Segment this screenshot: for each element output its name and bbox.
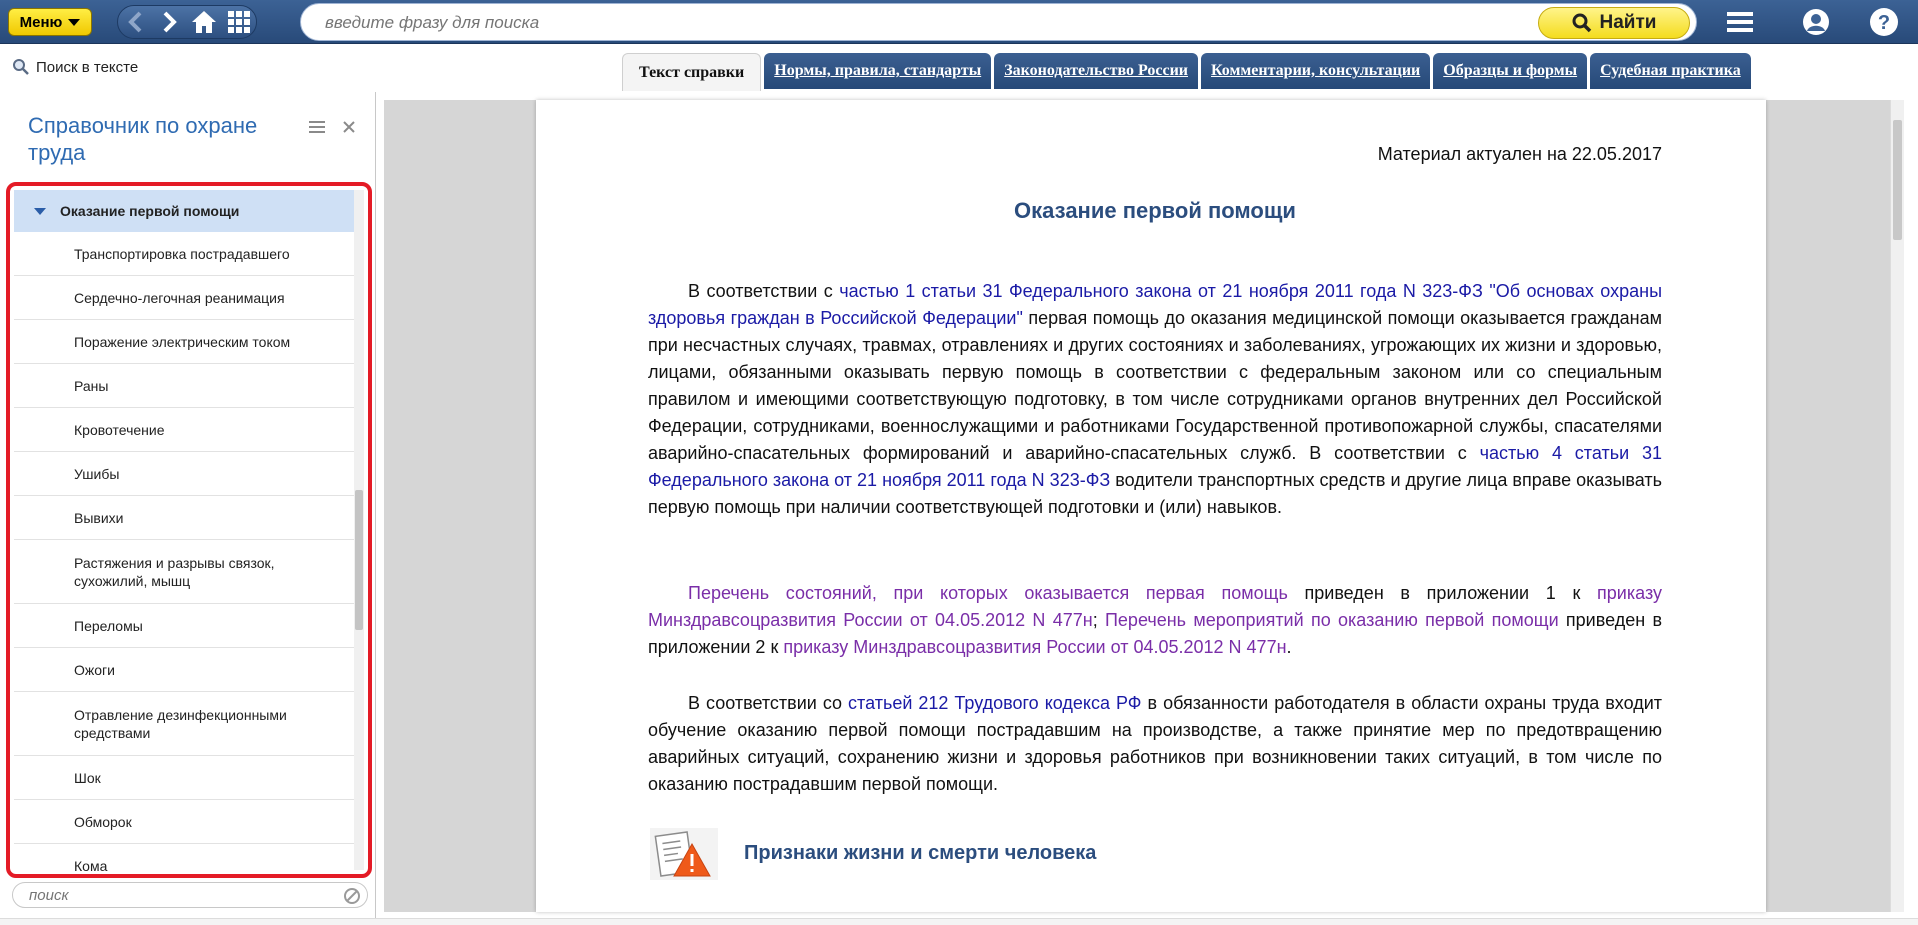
list-item-label: Отравление дезинфекционными средствами (74, 706, 287, 741)
list-item[interactable] (14, 190, 354, 232)
hamburger-icon[interactable] (1720, 4, 1760, 40)
chevron-down-icon (68, 19, 80, 26)
list-item[interactable] (14, 692, 354, 756)
list-item[interactable] (14, 320, 354, 364)
document-warning-icon (648, 828, 720, 880)
list-item-label: Переломы (74, 617, 143, 634)
text: в обязанности работодателя в области охраны труда входит обучение оказанию первой помощи пострадавшим на производстве, а также принятие мер по предотвращению аварийных ситуаций, сохранению жизни и здоровья работников при возникновении таких ситуаций, в том числе по оказанию пострадавшим первой помощи. (648, 693, 1662, 794)
list-item[interactable] (14, 452, 354, 496)
paragraph-2 (648, 580, 1662, 661)
tab-help-text[interactable]: Текст справки (622, 53, 761, 91)
section-entry[interactable] (648, 828, 1662, 882)
list-item-label: Вывихи (74, 509, 124, 526)
home-icon[interactable] (189, 7, 219, 37)
tab-norms[interactable]: Нормы, правила, стандарты (764, 53, 991, 89)
law-link[interactable]: частью 1 статьи 31 Федерального закона от 21 ноября 2011 года N 323-ФЗ "Об основах охраны здоровья граждан в Российской Федерации" (648, 281, 1663, 328)
paragraph-1 (648, 278, 1662, 521)
list-item-label: Оказание первой помощи (60, 203, 240, 219)
sidebar-scrollbar[interactable] (354, 190, 364, 870)
list-item[interactable] (14, 232, 354, 276)
sidebar (0, 92, 376, 925)
list-item[interactable] (14, 496, 354, 540)
search-in-text-link[interactable] (12, 58, 138, 76)
sidebar-search-box (12, 882, 368, 908)
list-item-label: Кома (74, 857, 108, 874)
list-item[interactable] (14, 800, 354, 844)
menu-button[interactable] (8, 8, 92, 36)
status-strip (0, 918, 1918, 925)
find-button[interactable] (1538, 7, 1690, 39)
list-item[interactable] (14, 540, 354, 604)
expanded-triangle-icon (34, 208, 46, 215)
topic-list-highlight (6, 182, 372, 878)
find-label: Найти (1599, 12, 1657, 33)
search-icon (1572, 13, 1592, 33)
list-item[interactable] (14, 364, 354, 408)
document-scroll-thumb[interactable] (1893, 120, 1902, 240)
text: первая помощь до оказания медицинской помощи оказывается гражданам при несчастных случаях, травмах, отравлениях и других состояниях и заболеваниях, угрожающих их жизни и здоровью, лицами, обязанными оказывать первую помощь в соответствии с федеральным законом или со специальным правилом и имеющими соответствующую подготовку, в том числе сотрудниками органов внутренних дел Российской Федерации, сотрудниками, военнослужащими и работниками Государственной противопожарной службы, спасателями аварийно-спасательных формирований и аварийно-спасательных служб. В соответствии с (648, 308, 1662, 463)
actual-date: Материал актуален на 22.05.2017 (1377, 144, 1662, 164)
text: ; (1092, 610, 1105, 630)
topic-list (14, 190, 354, 878)
tab-bar (622, 53, 1751, 89)
list-item[interactable] (14, 604, 354, 648)
text: водители транспортных средств и другие лица вправе оказывать первую помощь при наличии соответствующей подготовки и (или) навыков. (648, 470, 1662, 517)
list-item[interactable] (14, 844, 354, 878)
list-item[interactable] (14, 276, 354, 320)
tab-comments[interactable]: Комментарии, консультации (1201, 53, 1430, 89)
list-item[interactable] (14, 648, 354, 692)
list-item-label: Ушибы (74, 465, 120, 482)
order-link[interactable]: приказу Минздравсоцразвития России от 04.05.2012 N 477н (783, 637, 1287, 657)
list-item-label: Транспортировка пострадавшего (74, 245, 290, 262)
measures-list-link[interactable]: Перечень мероприятий по оказанию первой помощи (1104, 610, 1559, 630)
law-link[interactable]: частью 4 статьи 31 Федерального закона от 21 ноября 2011 года N 323-ФЗ (648, 443, 1662, 490)
tab-samples[interactable]: Образцы и формы (1433, 53, 1587, 89)
tab-legislation[interactable]: Законодательство России (994, 53, 1198, 89)
user-icon[interactable] (1796, 4, 1836, 40)
magnifier-icon (12, 58, 30, 76)
document-title: Оказание первой помощи (1014, 198, 1296, 223)
tab-court-practice[interactable]: Судебная практика (1590, 53, 1751, 89)
text: В соответствии с (688, 281, 840, 301)
close-icon[interactable] (338, 116, 360, 138)
top-bar (0, 0, 1918, 44)
document-page (536, 100, 1766, 912)
list-menu-icon[interactable] (306, 116, 328, 138)
conditions-list-link[interactable]: Перечень состояний, при которых оказывается первая помощь (688, 583, 1288, 603)
list-item-label: Ожоги (74, 661, 115, 678)
list-item[interactable] (14, 408, 354, 452)
help-icon[interactable] (1864, 4, 1904, 40)
main-search-box (300, 3, 1697, 41)
search-in-text-label: Поиск в тексте (36, 58, 139, 76)
sidebar-search-input[interactable] (29, 887, 319, 904)
list-item-label: Поражение электрическим током (74, 333, 291, 350)
sidebar-scroll-thumb[interactable] (355, 490, 363, 630)
back-arrow-icon[interactable] (120, 7, 150, 37)
document-scrollbar[interactable] (1890, 100, 1904, 912)
list-item-label: Шок (74, 769, 101, 786)
clear-search-icon[interactable] (343, 887, 361, 905)
menu-label: Меню (19, 13, 63, 31)
order-link[interactable]: приказу Минздравсоцразвития России от 04.05.2012 N 477н (648, 583, 1662, 630)
svg-text:?: ? (1877, 12, 1891, 34)
list-item-label: Кровотечение (74, 421, 165, 438)
sidebar-title: Справочник по охране труда (28, 113, 258, 165)
labor-code-link[interactable]: статьей 212 Трудового кодекса РФ (848, 693, 1142, 713)
list-item[interactable] (14, 756, 354, 800)
list-item-label: Раны (74, 377, 109, 394)
main-search-input[interactable] (325, 12, 1525, 34)
section-title[interactable]: Признаки жизни и смерти человека (744, 842, 1097, 864)
navigation-group (117, 5, 257, 39)
paragraph-3 (648, 690, 1662, 798)
text: приведен в приложении 2 к (648, 610, 1663, 657)
forward-arrow-icon[interactable] (155, 7, 185, 37)
text: приведен в приложении 1 к (1287, 583, 1598, 603)
list-item-label: Обморок (74, 813, 132, 830)
list-item-label: Растяжения и разрывы связок, сухожилий, мышц (74, 554, 275, 589)
text: В соответствии со (688, 693, 849, 713)
text: . (1286, 637, 1292, 657)
list-item-label: Сердечно-легочная реанимация (74, 289, 285, 306)
grid-icon[interactable] (224, 7, 254, 37)
